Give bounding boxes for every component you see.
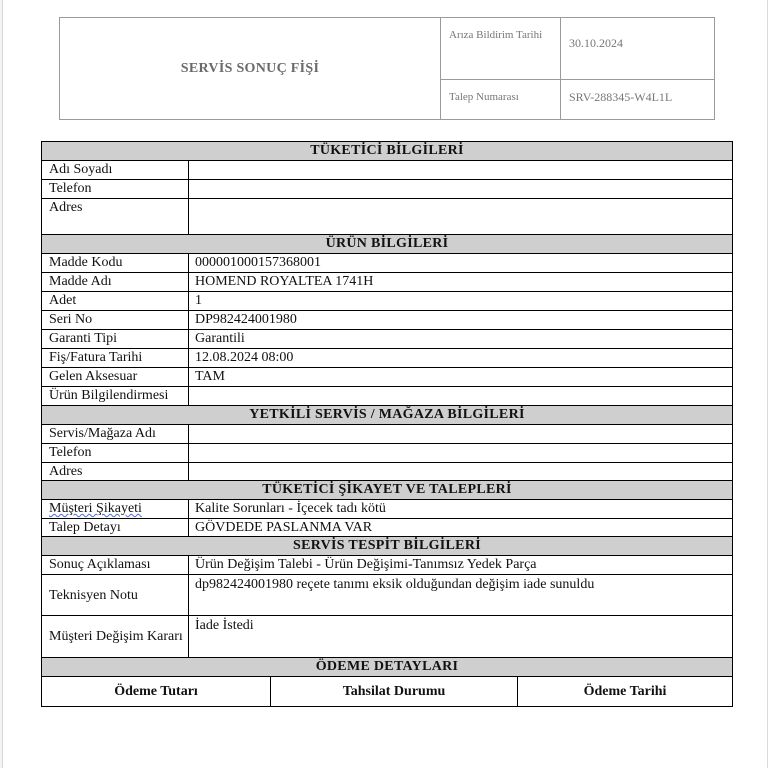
product-row-label: Madde Adı (42, 273, 189, 291)
service-address-label: Adres (42, 463, 189, 480)
service-address-row (42, 463, 732, 481)
decision-row (42, 616, 732, 658)
product-row-value: 12.08.2024 08:00 (195, 350, 294, 365)
complaint-row (42, 500, 732, 519)
header-box (59, 17, 715, 120)
product-row-label: Garanti Tipi (42, 330, 189, 348)
technician-note-label: Teknisyen Notu (42, 575, 189, 615)
service-section-heading: YETKİLİ SERVİS / MAĞAZA BİLGİLERİ (42, 406, 732, 425)
payment-section-heading: ÖDEME DETAYLARI (42, 658, 732, 677)
product-row (42, 349, 732, 368)
product-row-label: Ürün Bilgilendirmesi (42, 387, 189, 405)
product-row (42, 254, 732, 273)
consumer-section-heading: TÜKETİCİ BİLGİLERİ (42, 142, 732, 161)
product-row-label: Adet (42, 292, 189, 310)
request-number-label: Talep Numarası (441, 80, 561, 119)
product-row-label: Seri No (42, 311, 189, 329)
payment-date-header: Ödeme Tarihi (583, 683, 667, 699)
product-row-value: HOMEND ROYALTEA 1741H (195, 274, 374, 289)
product-row-value: 1 (195, 293, 202, 308)
consumer-name-value (189, 161, 732, 179)
consumer-phone-row (42, 180, 732, 199)
result-label: Sonuç Açıklaması (42, 556, 189, 574)
service-phone-row (42, 444, 732, 463)
request-number-value: SRV-288345-W4L1L (569, 90, 673, 104)
result-value: Ürün Değişim Talebi - Ürün Değişimi-Tanımsız Yedek Parça (195, 557, 537, 572)
product-row-value: Garantili (195, 331, 245, 346)
consumer-phone-value (189, 180, 732, 198)
service-name-row (42, 425, 732, 444)
service-form (41, 141, 733, 707)
payment-header-row (42, 677, 732, 706)
complaint-label (42, 500, 189, 518)
consumer-name-row (42, 161, 732, 180)
payment-status-header: Tahsilat Durumu (271, 677, 518, 706)
ariza-date-value: 30.10.2024 (561, 18, 714, 80)
consumer-address-label: Adres (42, 199, 189, 234)
product-row (42, 273, 732, 292)
decision-value: İade İstedi (195, 618, 254, 633)
result-row (42, 556, 732, 575)
product-row-label: Gelen Aksesuar (42, 368, 189, 386)
complaint-value: Kalite Sorunları - İçecek tadı kötü (195, 501, 386, 516)
service-phone-label: Telefon (42, 444, 189, 462)
service-name-value (189, 425, 732, 443)
product-section-heading: ÜRÜN BİLGİLERİ (42, 235, 732, 254)
service-address-value (189, 463, 732, 480)
product-row-value: DP982424001980 (195, 312, 297, 327)
complaint-label-text: Müşteri Şikayeti (49, 501, 142, 516)
product-row-label: Fiş/Fatura Tarihi (42, 349, 189, 367)
ariza-date-label: Arıza Bildirim Tarihi (441, 18, 561, 80)
document-title: SERVİS SONUÇ FİŞİ (60, 18, 441, 119)
product-row-value: 000001000157368001 (195, 255, 321, 270)
product-row (42, 292, 732, 311)
product-row (42, 311, 732, 330)
consumer-phone-label: Telefon (42, 180, 189, 198)
request-detail-value: GÖVDEDE PASLANMA VAR (195, 520, 373, 535)
product-row-value (189, 387, 732, 405)
consumer-address-value (189, 199, 732, 234)
product-row (42, 368, 732, 387)
product-row (42, 387, 732, 406)
complaint-section-heading: TÜKETİCİ ŞİKAYET VE TALEPLERİ (42, 481, 732, 500)
consumer-name-label: Adı Soyadı (42, 161, 189, 179)
technician-note-row (42, 575, 732, 616)
technician-note-value: dp982424001980 reçete tanımı eksik olduğundan değişim iade sunuldu (195, 577, 595, 592)
request-detail-label: Talep Detayı (42, 519, 189, 536)
service-name-label: Servis/Mağaza Adı (42, 425, 189, 443)
payment-amount-header: Ödeme Tutarı (42, 677, 271, 706)
request-detail-row (42, 519, 732, 537)
service-phone-value (189, 444, 732, 462)
product-row-label: Madde Kodu (42, 254, 189, 272)
product-row (42, 330, 732, 349)
product-row-value: TAM (195, 369, 225, 384)
findings-section-heading: SERVİS TESPİT BİLGİLERİ (42, 537, 732, 556)
consumer-address-row (42, 199, 732, 235)
document-page (2, 0, 768, 768)
decision-label: Müşteri Değişim Kararı (42, 616, 189, 657)
